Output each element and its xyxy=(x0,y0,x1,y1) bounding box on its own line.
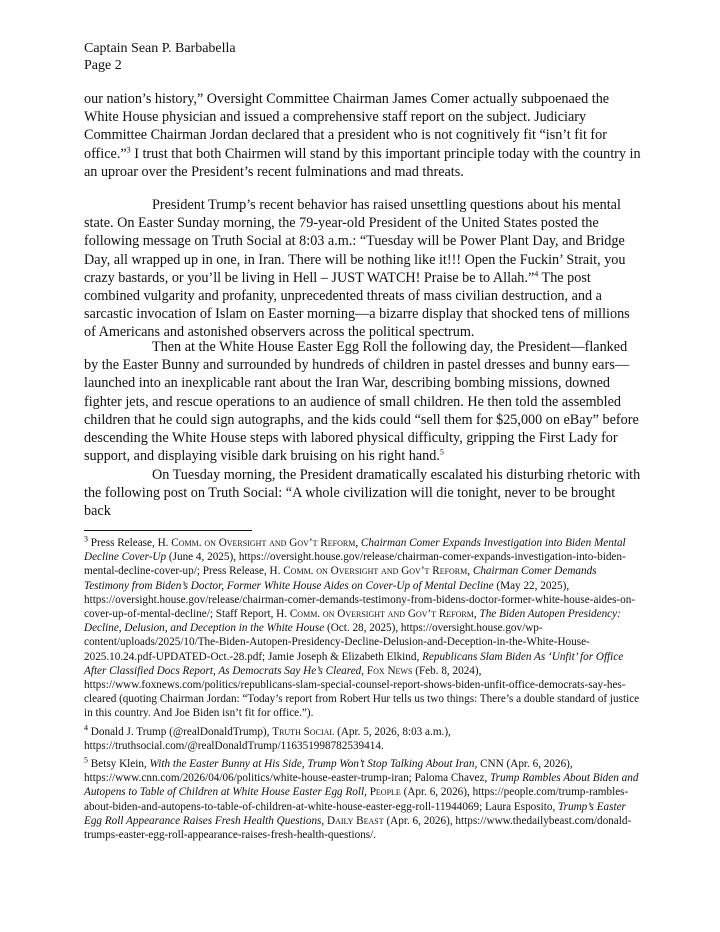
fn3-url-2[interactable]: (May 22, 2025), https://oversight.house.gov/release/chairman-comer-demands-testimony-from-bidens-doctor-former-white-house-aides-on-cover-up-of-mental-decline/; Staff Report, H. xyxy=(84,579,636,621)
footnote-ref-5[interactable]: 5 xyxy=(439,447,444,457)
fn3-sep-2: , xyxy=(467,565,473,578)
fn3-sep-4: , xyxy=(361,664,367,677)
fn3-title-2: Chairman Comer Demands Testimony from Biden’s Doctor, Former White House Aides on Cover-Up of Mental Decline xyxy=(84,565,597,592)
fn3-committee: Comm. on Oversight and Gov’t Reform xyxy=(171,537,356,549)
fn4-url[interactable]: (Apr. 5, 2026, 8:03 a.m.), https://truthsocial.com/@realDonaldTrump/116351998782539414. xyxy=(84,725,451,752)
fn5-publisher-2: People xyxy=(369,786,401,799)
fn3-title-4: Republicans Slam Biden As ‘Unfit’ for Office After Classified Docs Report, As Democrats Say He’s Cleared xyxy=(84,650,624,677)
footnote-4-number: 4 xyxy=(84,722,88,732)
fn5-publisher-3: Daily Beast xyxy=(326,814,384,827)
fn5-author-1: Betsy Klein, xyxy=(88,758,150,771)
fn5-url-1[interactable]: , CNN (Apr. 6, 2026), https://www.cnn.com/2026/04/06/politics/white-house-easter-trump-iran; Paloma Chavez, xyxy=(84,758,573,785)
fn5-url-2[interactable]: (Apr. 6, 2026), https://people.com/trump-rambles-about-biden-and-autopens-to-table-of-children-at-white-house-easter-egg-roll-11944069; Laura Esposito, xyxy=(84,786,629,813)
fn5-sep-3: , xyxy=(321,814,327,827)
recipient-name: Captain Sean P. Barbabella xyxy=(84,41,236,56)
fn4-author: Donald J. Trump (@realDonaldTrump), xyxy=(88,725,273,738)
fn5-title-3: Trump’s Easter Egg Roll Appearance Raises Fresh Health Questions xyxy=(84,800,626,827)
fn5-url-3[interactable]: (Apr. 6, 2026), https://www.thedailybeast.com/donald-trumps-easter-egg-roll-appearance-raises-fresh-health-questions/. xyxy=(84,814,632,842)
fn3-committee-3: Comm. on Oversight and Gov’t Reform xyxy=(289,608,474,621)
footnote-5-number: 5 xyxy=(84,755,88,765)
fn3-sep-3: , xyxy=(473,608,480,621)
fn3-url-3[interactable]: (Oct. 28, 2025), https://oversight.house.gov/wp-content/uploads/2025/10/The-Biden-Autopen-Presidency-Decline-Delusion-and-Deception-in-the-White-House-2025.10.24.pdf-UPDATED-Oct.-28.pdf; Jamie Joseph & Elizabeth Elkind, xyxy=(84,622,590,663)
fn3-text: Press Release, H. xyxy=(88,537,172,549)
paragraph-3 xyxy=(84,338,642,465)
fn5-title-1: With the Easter Bunny at His Side, Trump Won’t Stop Talking About Iran xyxy=(149,758,475,771)
paragraph-2 xyxy=(84,196,642,342)
fn4-publisher: Truth Social xyxy=(272,725,335,738)
fn5-title-2: Trump Rambles About Biden and Autopens to Table of Children at White House Easter Egg Roll xyxy=(84,772,639,799)
p1-text-b: I trust that both Chairmen will stand by this important principle today with the country in an uproar over the President’s recent fulminations and mad threats. xyxy=(84,145,641,180)
paragraph-4 xyxy=(84,466,642,521)
footnote-5 xyxy=(84,757,642,842)
fn3-title-3: The Biden Autopen Presidency: Decline, Delusion, and Deception in the White House xyxy=(84,608,621,635)
footnote-ref-4[interactable]: 4 xyxy=(534,269,539,279)
fn3-title-1: Chairman Comer Expands Investigation into Biden Mental Decline Cover-Up xyxy=(84,537,626,564)
footnote-3-number: 3 xyxy=(84,534,88,544)
footnote-4 xyxy=(84,722,642,753)
footnotes xyxy=(84,536,642,846)
page-number: Page 2 xyxy=(84,58,122,73)
footnote-divider xyxy=(84,530,252,531)
p4-text: On Tuesday morning, the President dramatically escalated his disturbing rhetoric with the following post on Truth Social: “A whole civilization will die tonight, never to be brought back xyxy=(84,467,641,520)
p2-text-b: The post combined vulgarity and profanity, unprecedented threats of mass civilian destruction, and a sarcastic invocation of Islam on Easter morning—a bizarre display that shocked tens of millions of Americans and astonished observers across the political spectrum. xyxy=(84,269,630,341)
fn3-url-1[interactable]: (June 4, 2025), https://oversight.house.gov/release/chairman-comer-expands-investigation-into-biden-mental-decline-cover-up/; Press Release, H. xyxy=(84,551,626,578)
footnote-ref-3[interactable]: 3 xyxy=(126,144,131,154)
footnote-3 xyxy=(84,536,642,721)
fn3-committee-2: Comm. on Oversight and Gov’t Reform xyxy=(283,565,468,578)
p2-text-a: President Trump’s recent behavior has raised unsettling questions about his mental state. On Easter Sunday morning, the 79-year-old President of the United States posted the following message on Truth Social at 8:03 a.m.: “Tuesday will be Power Plant Day, and Bridge Day, all wrapped up in one, in Iran. There will be nothing like it!!! Open the Fuckin’ Strait, you crazy bastards, or you’ll be living in Hell – JUST WATCH! Praise be to Allah.” xyxy=(84,197,626,286)
fn3-publisher: Fox News xyxy=(366,664,413,677)
fn5-sep-2: , xyxy=(364,786,370,799)
paragraph-1 xyxy=(84,90,642,181)
p1-text-a: our nation’s history,” Oversight Committee Chairman James Comer actually subpoenaed the White House physician and issued a comprehensive staff report on the subject. Judiciary Committee Chairman Jordan declared that a president who is not cognitively fit “isn’t fit for office.” xyxy=(84,91,610,162)
p3-text-a: Then at the White House Easter Egg Roll the following day, the President—flanked by the Easter Bunny and surrounded by hundreds of children in pastel dresses and bunny ears—launched into an inexplicable rant about the Iran War, describing bombing missions, downed fighter jets, and rescue operations to an audience of small children. He then told the assembled children that he could sign autographs, and the kids could “sell them for $25,000 on eBay” before descending the White House steps with labored physical difficulty, gripping the First Lady for support, and displaying visible dark bruising on his right hand. xyxy=(84,339,639,465)
fn3-url-4[interactable]: (Feb. 8, 2024), https://www.foxnews.com/politics/republicans-slam-special-counsel-report-shows-biden-unfit-office-democrats-say-hes-cleared (quoting Chairman Jordan: “Today’s report from Robert Hur tells us two things: There’s a double standard of justice in this country. And Joe Biden isn’t fit for office.”). xyxy=(84,664,640,720)
fn3-sep: , xyxy=(355,537,361,549)
